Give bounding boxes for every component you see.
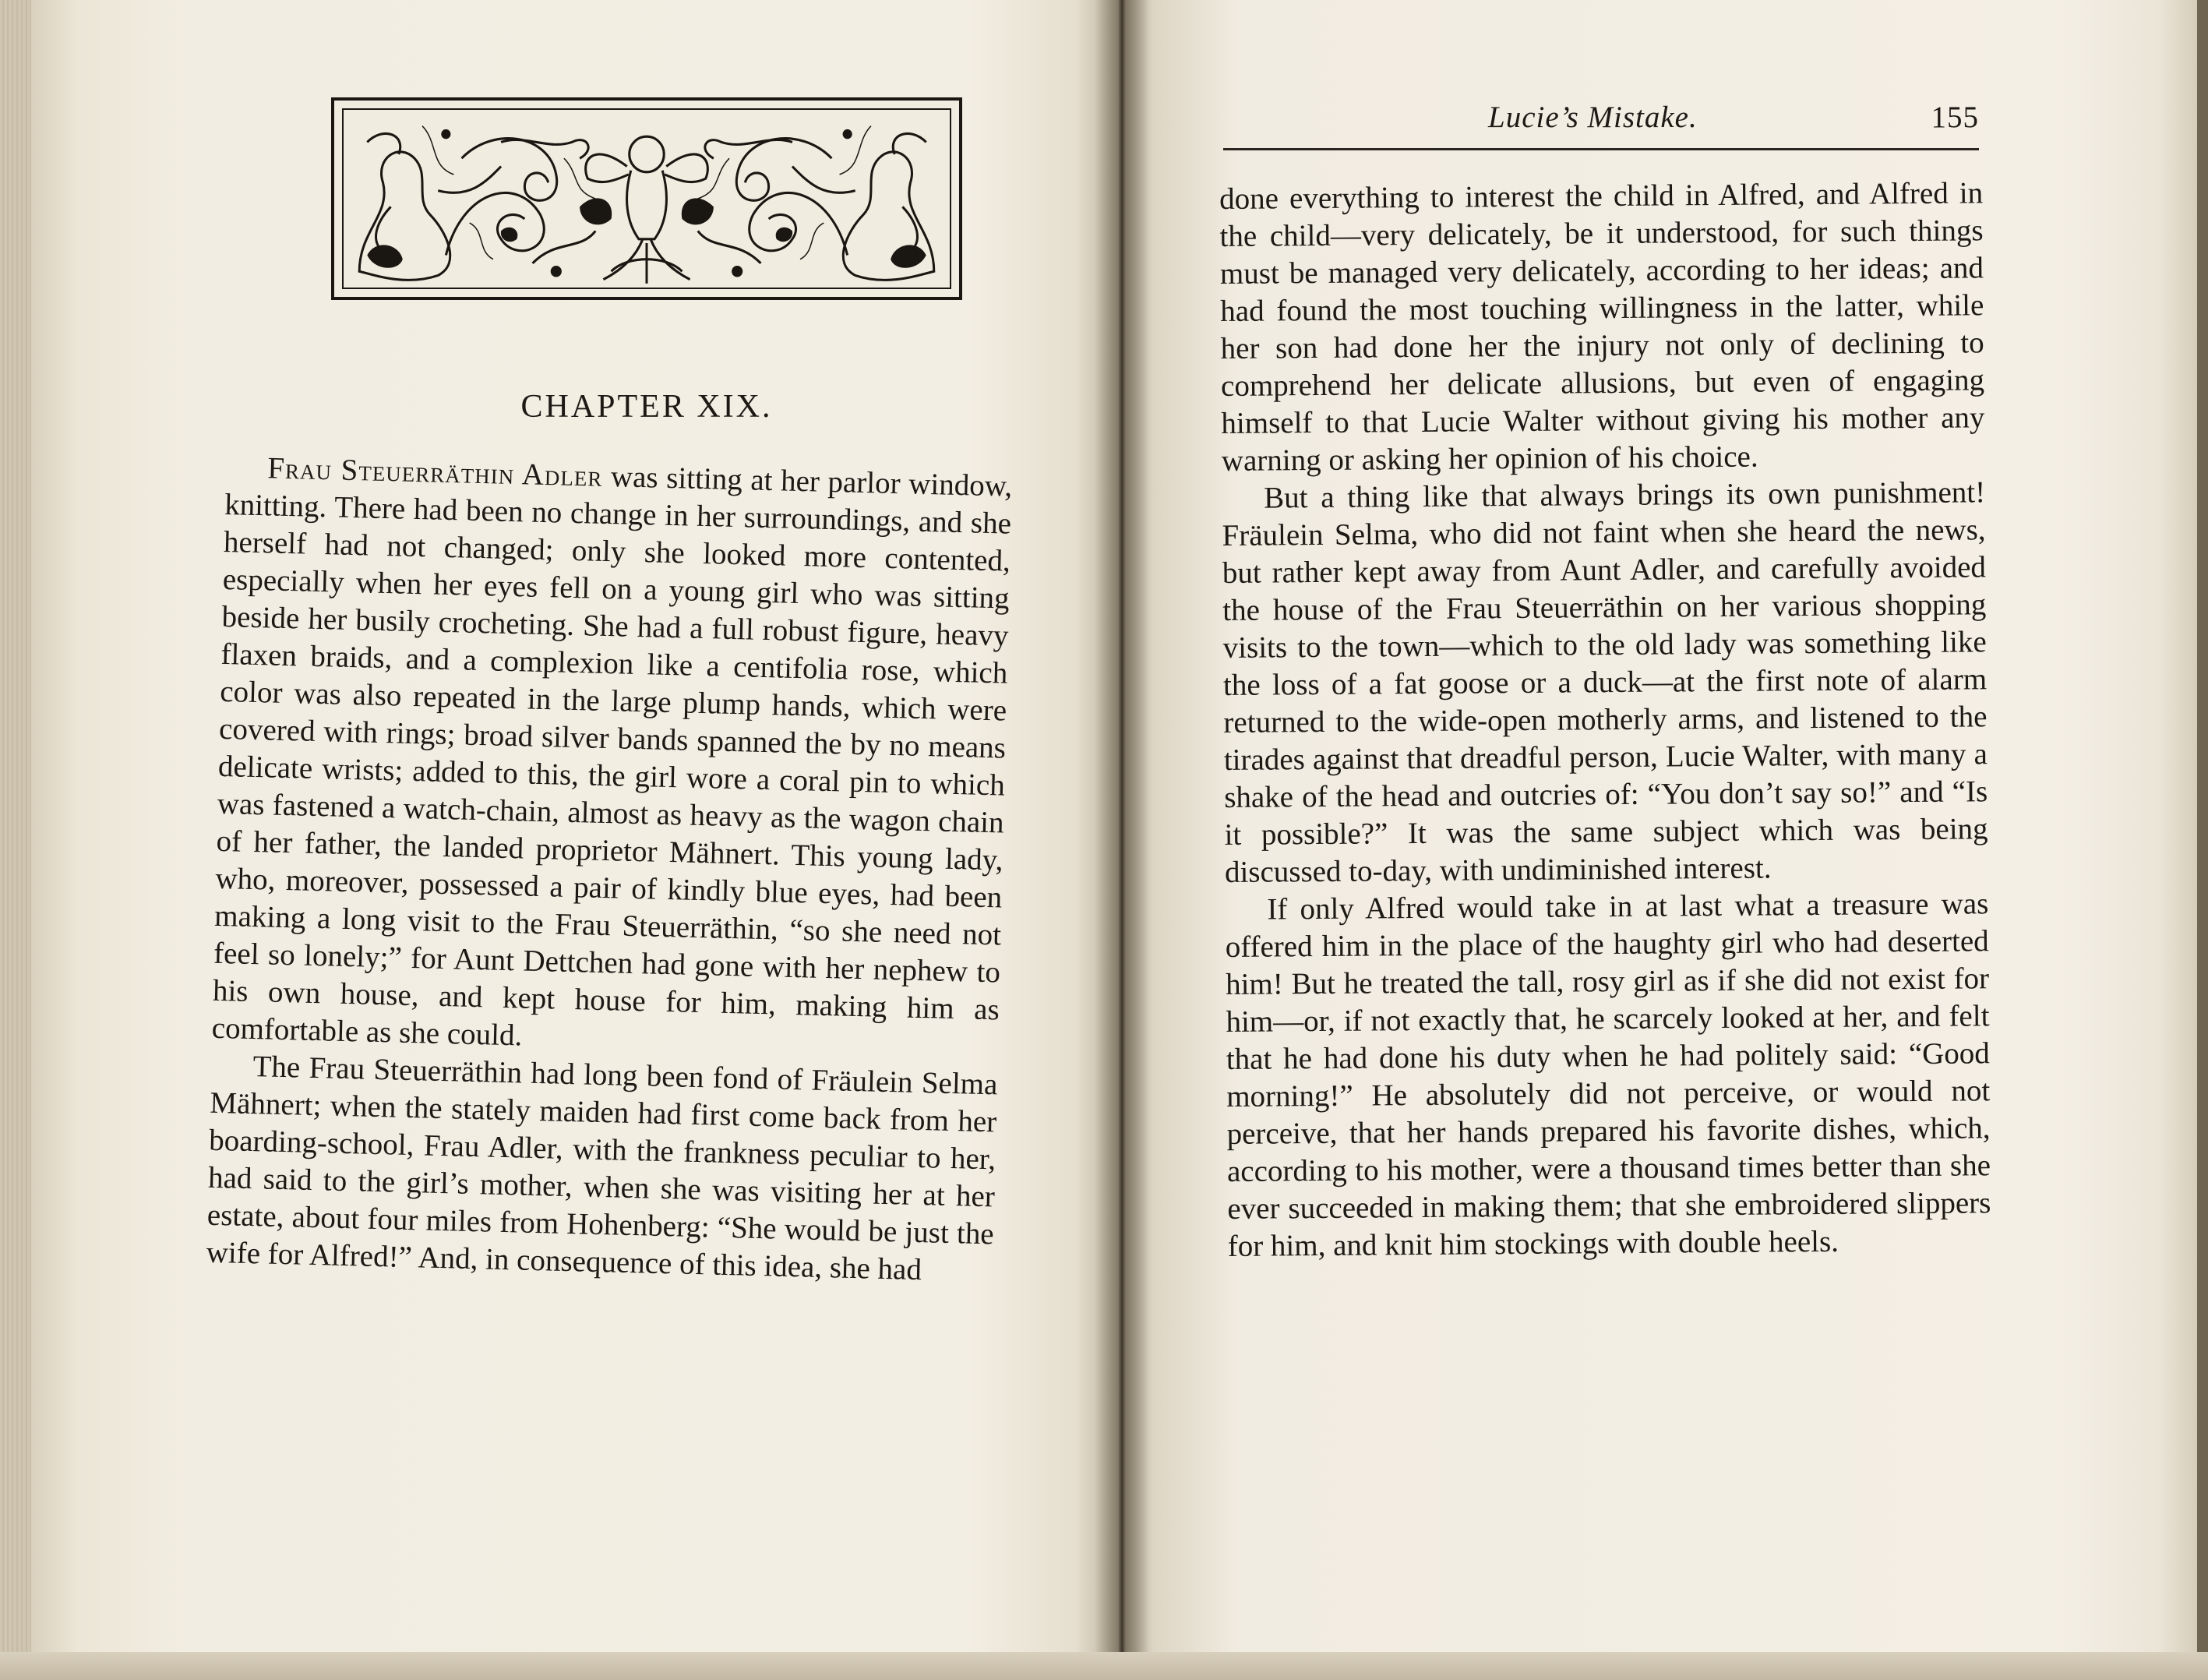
paragraph: The Frau Steuerräthin had long been fond of Fräulein Selma Mähnert; when the stately maiden had first come back from her boarding-school, Frau Adler, with the frankness peculiar to her, had said to the girl’s mother, when she was visiting her at her estate, about four miles from Hohenberg: “She would be just the wife for Alfred!” And, in consequence of this idea, she had — [206, 1050, 998, 1287]
left-page-body — [206, 449, 1012, 1290]
paragraph-continuation: done everything to interest the child in Alfred, and Alfred in the child—very delicately, be it understood, for such things must be managed very delicately, according to her ideas; and had found the most touching willingness in the latter, while her son had done her the injury not only of declining to comprehend her delicate allusions, but even of engaging himself to that Lucie Walter without giving his mother any warning or asking her opinion of his choice. — [1219, 176, 1985, 478]
book-gutter — [1095, 0, 1149, 1680]
ornament-engraving — [344, 110, 950, 288]
running-title: Lucie’s Mistake. — [1488, 101, 1698, 134]
paragraph: But a thing like that always brings its own punishment! Fräulein Selma, who did not faint when she heard the news, but rather kept away from Aunt Adler, and carefully avoided the house of the Frau Steuerräthin on her various shopping visits to the town—which to the old lady was something like the loss of a fat goose or a duck—at the first note of alarm returned to the wide-open motherly arms, and listened to the tirades against that dreadful person, Lucie Walter, with many a shake of the head and outcries of: “You don’t say so!” and “Is it possible?” It was the same subject which was being discussed to-day, with undiminished interest. — [1222, 475, 1988, 889]
paragraph — [211, 449, 1012, 1066]
page-bottom-edge — [0, 1652, 2208, 1680]
cherub-scroll-ornament-icon — [331, 97, 962, 300]
paragraph-lead: Frau Steuerräthin Adler — [266, 451, 603, 493]
page-number: 155 — [1931, 101, 1979, 134]
header-rule — [1223, 148, 1979, 150]
paragraph: If only Alfred would take in at last what a treasure was offered him in the place of the haughty girl who had deserted him! But he treated the tall, rosy girl as if she did not exist for him—or, if not exactly that, he scarcely looked at her, and felt that he had done his duty when he had politely said: “Good morning!” He absolutely did not perceive, or would not perceive, that her hands prepared his favorite dishes, which, according to his mother, were a thousand times better than she ever succeeded in making them; that she embroidered slippers for him, and knit him stockings with double heels. — [1225, 887, 1991, 1263]
running-head — [1223, 100, 1979, 139]
chapter-title: CHAPTER XIX. — [520, 389, 773, 425]
paragraph-text: was sitting at her parlor window, knitting. There had been no change in her surroundings, and she herself had not changed; only she looked more contented, especially when her eyes fell on a young girl who was sitting beside her busily crocheting. She had a full robust figure, heavy flaxen braids, and a complexion like a centifolia rose, which color was also repeated in the large plump hands, which were covered with rings; broad silver bands spanned the by no means delicate wrists; added to this, the girl wore a coral pin to which was fastened a watch-chain, almost as heavy as the wagon chain of her father, the landed proprietor Mähnert. This young lady, who, moreover, possessed a pair of kindly blue eyes, had been making a long visit to the Frau Steuerräthin, “so she need not feel so lonely;” for Aunt Dettchen had gone with her nephew to his own house, and kept house for him, making him as comfortable as she could. — [211, 459, 1013, 1053]
right-page-body — [1219, 175, 1991, 1265]
